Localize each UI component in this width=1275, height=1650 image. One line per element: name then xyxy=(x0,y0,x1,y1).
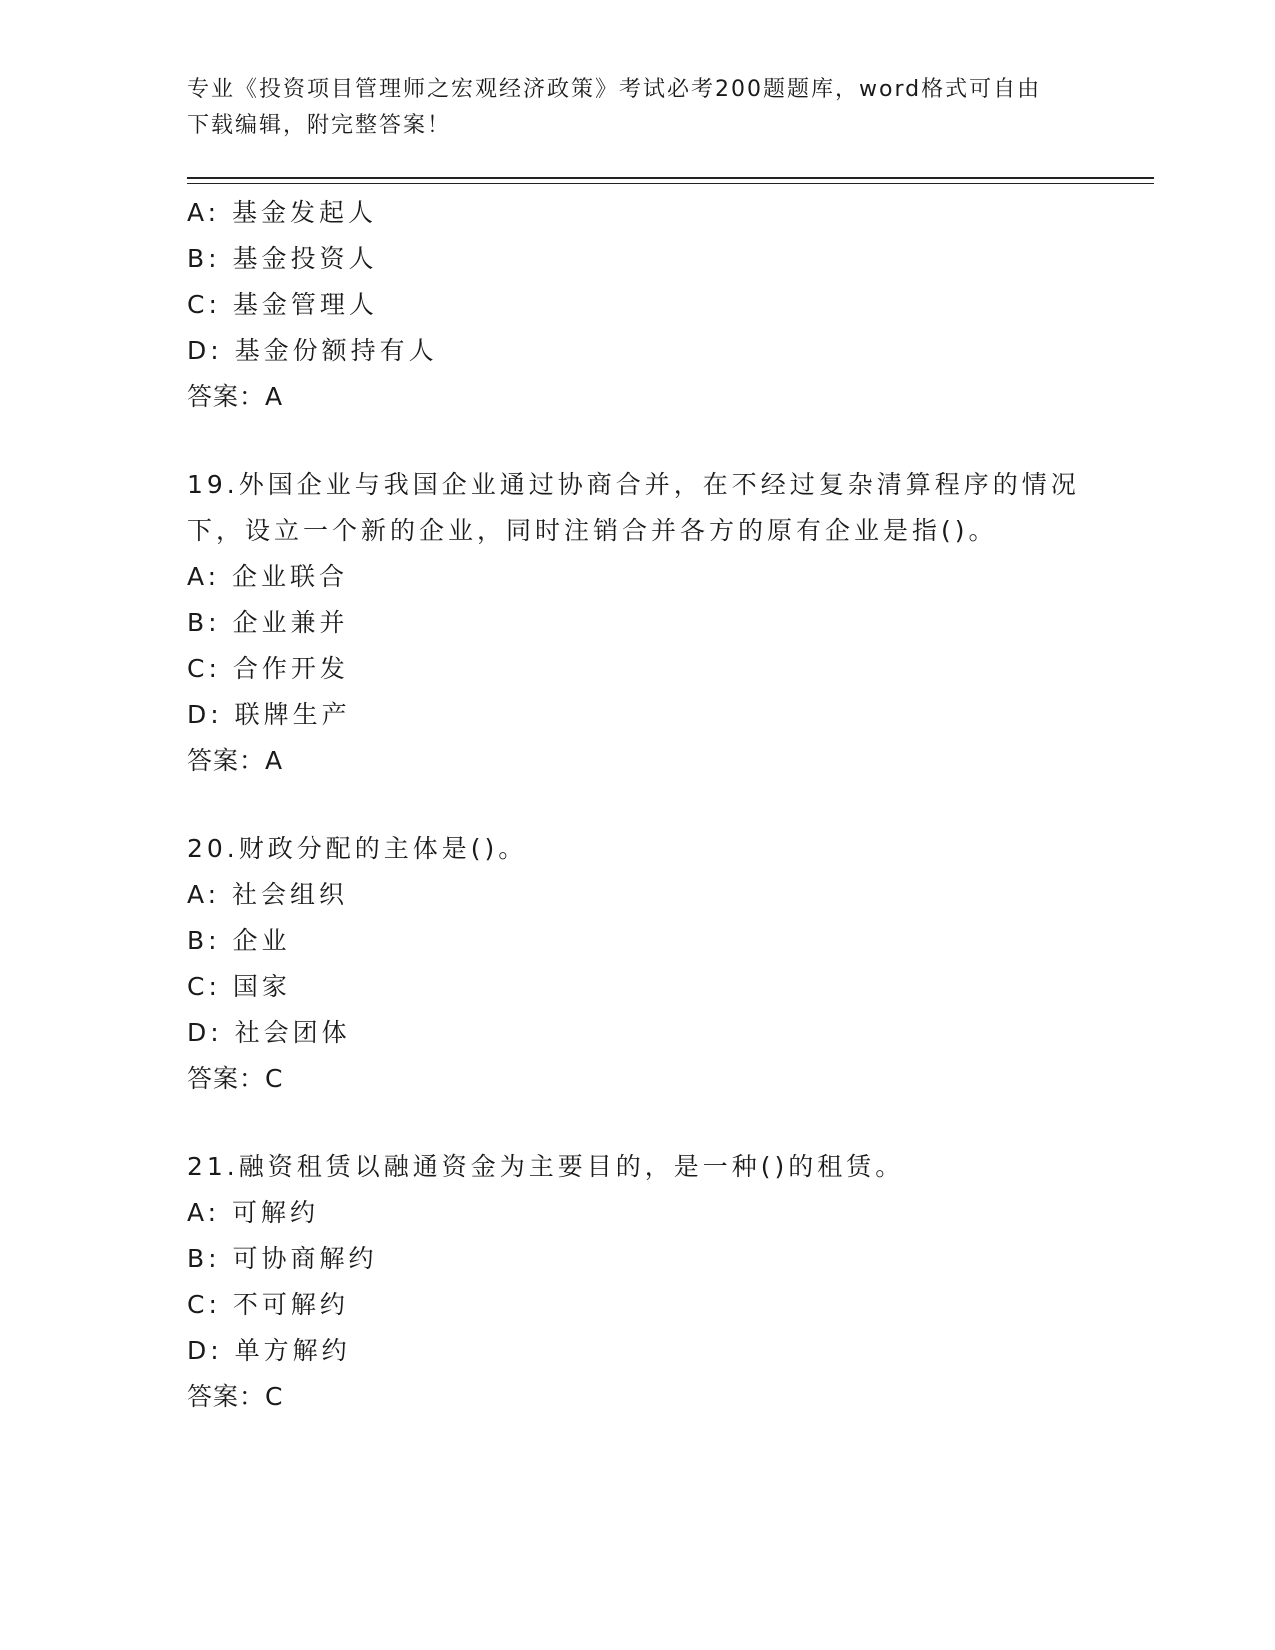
question-list xyxy=(187,190,1087,1420)
question-text: 20.财政分配的主体是()。 xyxy=(187,834,528,863)
question-spacer xyxy=(187,420,1087,462)
option-a: A: 社会组织 xyxy=(187,880,349,909)
answer-line: 答案：C xyxy=(187,1382,284,1411)
option-b: B: 可协商解约 xyxy=(187,1244,378,1273)
option-d: D: 社会团体 xyxy=(187,1018,351,1047)
question-text: 19.外国企业与我国企业通过协商合并，在不经过复杂清算程序的情况 xyxy=(187,470,1080,499)
option-a: A: 企业联合 xyxy=(187,562,349,591)
header-line-1: 专业《投资项目管理师之宏观经济政策》考试必考200题题库，word格式可自由 xyxy=(187,77,1042,102)
option-b: B: 企业 xyxy=(187,926,291,955)
question-spacer xyxy=(187,1102,1087,1144)
option-d: D: 联牌生产 xyxy=(187,700,351,729)
question-18 xyxy=(187,190,1087,420)
header-line-2: 下载编辑，附完整答案！ xyxy=(187,113,452,138)
option-b: B: 企业兼并 xyxy=(187,608,349,637)
question-spacer xyxy=(187,784,1087,826)
header-divider-thin xyxy=(187,183,1154,184)
question-text-continued: 下，设立一个新的企业，同时注销合并各方的原有企业是指()。 xyxy=(187,516,998,545)
answer-line: 答案：A xyxy=(187,746,284,775)
answer-line: 答案：A xyxy=(187,382,284,411)
answer-line: 答案：C xyxy=(187,1064,284,1093)
option-d: D: 单方解约 xyxy=(187,1336,351,1365)
option-c: C: 基金管理人 xyxy=(187,290,378,319)
header-divider-thick xyxy=(187,177,1154,179)
question-21 xyxy=(187,1144,1087,1420)
question-19 xyxy=(187,462,1087,784)
option-d: D: 基金份额持有人 xyxy=(187,336,438,365)
option-c: C: 国家 xyxy=(187,972,291,1001)
option-c: C: 合作开发 xyxy=(187,654,349,683)
question-20 xyxy=(187,826,1087,1102)
document-header xyxy=(187,72,1077,144)
option-a: A: 基金发起人 xyxy=(187,198,378,227)
option-c: C: 不可解约 xyxy=(187,1290,349,1319)
option-b: B: 基金投资人 xyxy=(187,244,378,273)
question-text: 21.融资租赁以融通资金为主要目的，是一种()的租赁。 xyxy=(187,1152,905,1181)
option-a: A: 可解约 xyxy=(187,1198,320,1227)
